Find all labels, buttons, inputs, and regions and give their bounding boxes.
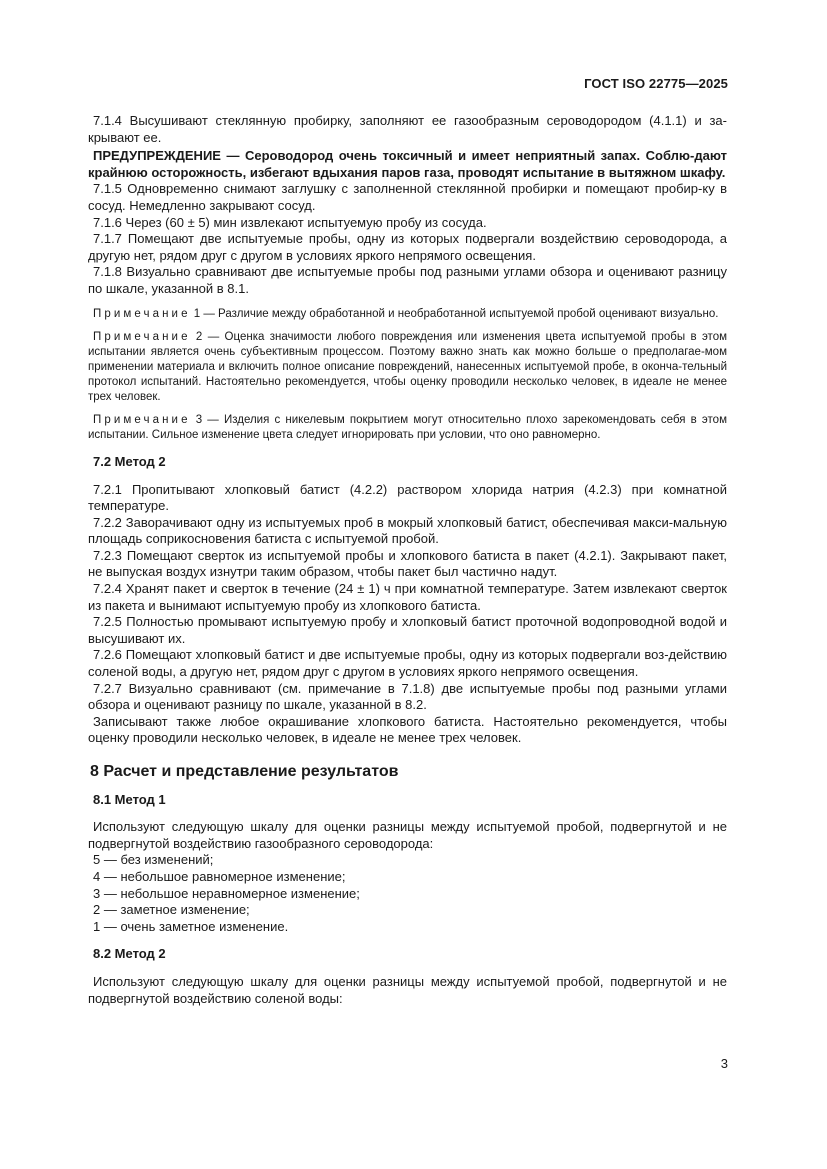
paragraph-7-2-3: 7.2.3 Помещают сверток из испытуемой пробы и хлопкового батиста в пакет (4.2.1). Закрывают пакет, не выпуская воздух изнутри таким образом, чтобы пакет был частично надут.	[88, 547, 727, 580]
note-text: 3 — Изделия с никелевым покрытием могут относительно плохо зарекомендовать себя в этом испытании. Сильное изменение цвета следует игнорировать при условии, что оно равномерно.	[88, 414, 727, 442]
scale-item-5: 5 — без изменений;	[93, 852, 214, 868]
note-label: Примечание	[93, 414, 191, 427]
heading-section-8: 8 Расчет и представление результатов	[90, 763, 399, 780]
paragraph-8-2: Используют следующую шкалу для оценки разницы между испытуемой пробой, подвергнутой и не подвергнутой воздействию соленой воды:	[88, 973, 727, 1006]
note-text: 1 — Различие между обработанной и необработанной испытуемой пробой оценивают визуально.	[190, 307, 719, 320]
paragraph-7-2-2: 7.2.2 Заворачивают одну из испытуемых проб в мокрый хлопковый батист, обеспечивая макси-мальную площадь соприкосновения батиста с испытуемой пробой.	[88, 514, 727, 547]
paragraph-8-1: Используют следующую шкалу для оценки разницы между испытуемой пробой, подвергнутой и не подвергнутой воздействию газообразного сероводорода:	[88, 819, 727, 851]
heading-8-2: 8.2 Метод 2	[93, 946, 166, 962]
paragraph-7-2-7: 7.2.7 Визуально сравнивают (см. примечание в 7.1.8) две испытуемые пробы под разными углами обзора и оценивают разницу по шкале, указанной в 8.2.	[88, 680, 727, 713]
scale-item-1: 1 — очень заметное изменение.	[93, 918, 289, 934]
paragraph-7-1-5: 7.1.5 Одновременно снимают заглушку с заполненной стеклянной пробирки и помещают пробир-ку в сосуд. Немедленно закрывают сосуд.	[88, 181, 727, 213]
paragraph-7-1-7: 7.1.7 Помещают две испытуемые пробы, одну из которых подвергали воздействию сероводорода, а другую нет, рядом друг с другом в условиях яркого непрямого освещения.	[88, 231, 727, 263]
note-3	[88, 413, 727, 443]
note-text: 2 — Оценка значимости любого повреждения или изменения цвета испытуемой пробы в этом испытании является очень субъективным процессом. Поэтому важно знать как можно больше о предполагае-мом применении материала и включить полное описание повреждений, нанесенных испытуемой пробе, в оконча-тельный протокол испытаний. Настоятельно рекомендуется, чтобы оценку проводили несколько человек, в идеале не менее трех человек.	[88, 331, 727, 403]
scale-item-3: 3 — небольшое неравномерное изменение;	[93, 885, 360, 901]
paragraph-record: Записывают также любое окрашивание хлопкового батиста. Настоятельно рекомендуется, чтобы оценку проводили несколько человек, в идеале не менее трех человек.	[88, 713, 727, 746]
warning-paragraph: ПРЕДУПРЕЖДЕНИЕ — Сероводород очень токсичный и имеет неприятный запах. Соблю-дают крайнюю осторожность, избегают вдыхания паров газа, проводят испытание в вытяжном шкафу.	[88, 148, 727, 180]
paragraph-7-2-6: 7.2.6 Помещают хлопковый батист и две испытуемые пробы, одну из которых подвергали воз-действию соленой воды, а другую нет, рядом друг с другом в условиях яркого непрямого освещения.	[88, 647, 727, 680]
scale-item-4: 4 — небольшое равномерное изменение;	[93, 868, 346, 884]
scale-item-2: 2 — заметное изменение;	[93, 902, 250, 918]
heading-7-2: 7.2 Метод 2	[93, 453, 166, 469]
note-1	[88, 307, 727, 322]
paragraph-7-1-4: 7.1.4 Высушивают стеклянную пробирку, заполняют ее газообразным сероводородом (4.1.1) и за-крывают ее.	[88, 113, 727, 145]
document-body	[88, 113, 727, 1007]
note-label: Примечание	[93, 331, 191, 344]
heading-8-1: 8.1 Метод 1	[93, 791, 166, 807]
paragraph-7-2-4: 7.2.4 Хранят пакет и сверток в течение (24 ± 1) ч при комнатной температуре. Затем извлекают сверток из пакета и вынимают испытуемую пробу из хлопкового батиста.	[88, 581, 727, 613]
paragraph-7-1-8: 7.1.8 Визуально сравнивают две испытуемые пробы под разными углами обзора и оценивают разницу по шкале, указанной в 8.1.	[88, 264, 727, 296]
paragraph-7-1-6: 7.1.6 Через (60 ± 5) мин извлекают испытуемую пробу из сосуда.	[93, 214, 487, 230]
page-number: 3	[720, 1056, 728, 1071]
note-label: Примечание	[93, 307, 191, 320]
note-2	[88, 330, 727, 404]
paragraph-7-2-5: 7.2.5 Полностью промывают испытуемую пробу и хлопковый батист проточной водопроводной водой и высушивают их.	[88, 614, 727, 646]
paragraph-7-2-1: 7.2.1 Пропитывают хлопковый батист (4.2.2) раствором хлорида натрия (4.2.3) при комнатной температуре.	[88, 481, 727, 514]
standard-code-header: ГОСТ ISO 22775—2025	[584, 76, 728, 91]
